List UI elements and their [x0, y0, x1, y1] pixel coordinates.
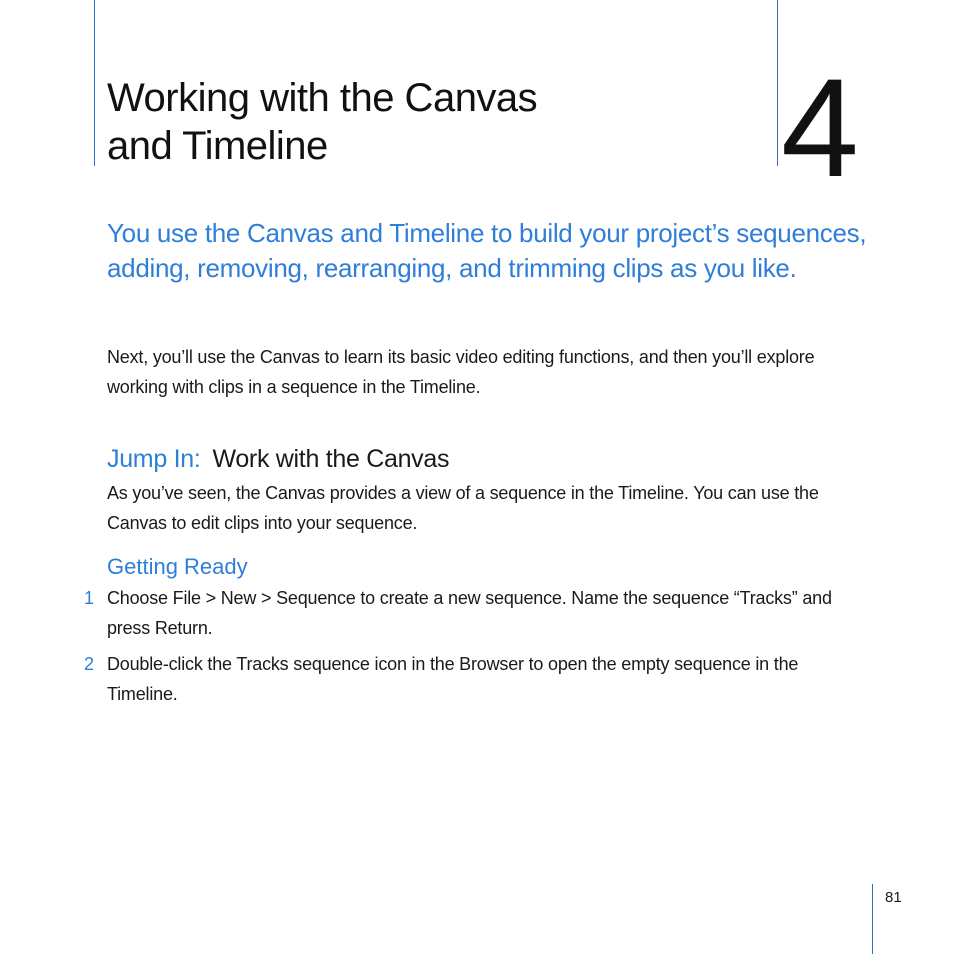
step-number: 2: [84, 654, 95, 674]
step-text: Double-click the Tracks sequence icon in the Browser to open the empty sequence in the Timeline.: [107, 654, 799, 704]
chapter-title-line-1: Working with the Canvas: [107, 76, 538, 120]
chapter-intro: You use the Canvas and Timeline to build your project’s sequences, adding, removing, rearranging, and trimming clips as you like.: [107, 218, 867, 283]
section-paragraph: As you’ve seen, the Canvas provides a view of a sequence in the Timeline. You can use the Canvas to edit clips into your sequence.: [107, 483, 819, 533]
step-number: 1: [84, 588, 95, 608]
section-heading-prefix: Jump In:: [107, 445, 201, 473]
footer-rule: [872, 884, 873, 954]
chapter-number: 4: [781, 49, 859, 206]
step-text: Choose File > New > Sequence to create a new sequence. Name the sequence “Tracks” and press Return.: [107, 588, 832, 638]
section-heading-title: Work with the Canvas: [212, 445, 450, 473]
chapter-rule-left: [94, 0, 95, 166]
step-item: [0, 583, 954, 643]
chapter-rule-right: [777, 0, 778, 166]
body-paragraph: Next, you’ll use the Canvas to learn its basic video editing functions, and then you’ll explore working with clips in a sequence in the Timeline.: [107, 347, 815, 397]
page-number: 81: [885, 889, 902, 906]
section-heading: [107, 442, 449, 476]
steps-list: [0, 583, 954, 715]
subsection-heading: Getting Ready: [107, 554, 248, 579]
chapter-title: [107, 74, 707, 170]
chapter-title-line-2: and Timeline: [107, 124, 328, 168]
step-item: [0, 649, 954, 709]
